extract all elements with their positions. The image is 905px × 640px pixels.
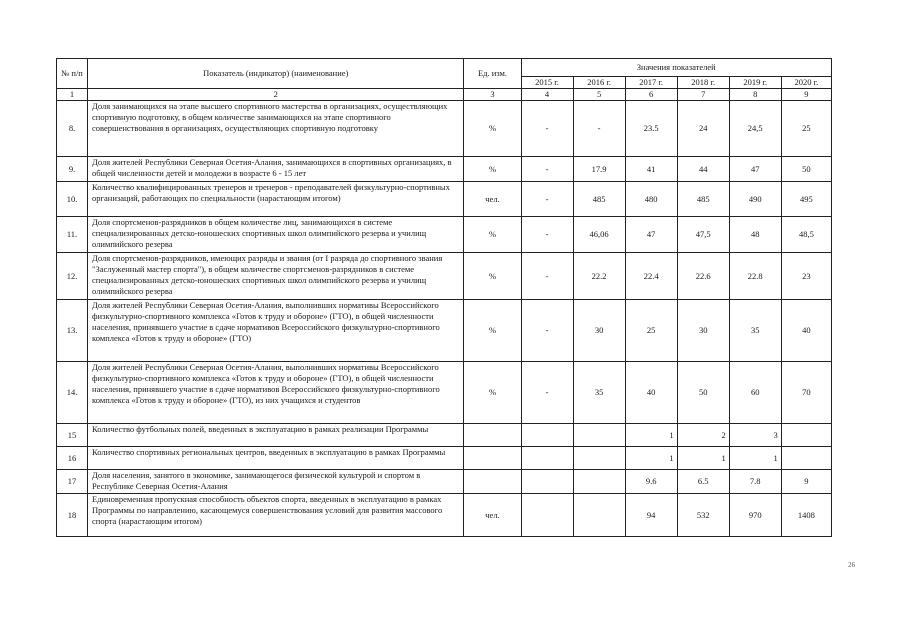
header-year: 2017 г. — [625, 77, 677, 89]
table-row — [57, 300, 832, 362]
indicator-value: - — [521, 101, 573, 157]
column-number: 5 — [573, 89, 625, 101]
header-year: 2018 г. — [677, 77, 729, 89]
row-number: 18 — [57, 494, 88, 537]
indicator-value: 7.8 — [729, 470, 781, 494]
indicator-value: 1 — [677, 447, 729, 470]
indicator-value: 17.9 — [573, 157, 625, 182]
indicator-unit: % — [464, 362, 521, 424]
indicator-value: - — [521, 157, 573, 182]
indicator-value: 23.5 — [625, 101, 677, 157]
row-number: 15 — [57, 424, 88, 447]
indicator-value: - — [521, 253, 573, 300]
indicator-value: 22.2 — [573, 253, 625, 300]
row-number: 14. — [57, 362, 88, 424]
indicator-value — [573, 470, 625, 494]
indicator-value — [573, 494, 625, 537]
indicator-name: Доля спортсменов-разрядников, имеющих разряды и звания (от I разряда до спортивного звания "Заслуженный мастер спорта"), в общем количестве спортсменов-разрядников в системе специализированных детско-юношеских спортивных школ олимпийского резерва и училищ олимпийского резерва — [88, 253, 464, 300]
indicator-value: 40 — [781, 300, 831, 362]
header-year: 2020 г. — [781, 77, 831, 89]
indicator-unit: % — [464, 101, 521, 157]
indicator-value: 22.8 — [729, 253, 781, 300]
page-number: 26 — [848, 561, 855, 569]
indicator-value — [521, 494, 573, 537]
column-number: 1 — [57, 89, 88, 101]
row-number: 10. — [57, 182, 88, 217]
row-number: 12. — [57, 253, 88, 300]
indicator-value: 35 — [729, 300, 781, 362]
indicators-table — [56, 58, 832, 537]
column-number: 6 — [625, 89, 677, 101]
indicator-value: 480 — [625, 182, 677, 217]
row-number: 16 — [57, 447, 88, 470]
indicator-unit: % — [464, 217, 521, 253]
indicator-name: Доля занимающихся на этапе высшего спортивного мастерства в организациях, осуществляющих спортивную подготовку, в общем количестве занимающихся на этапе спортивного совершенствования в организациях, осуществляющих спортивную подготовку — [88, 101, 464, 157]
indicator-value: - — [521, 362, 573, 424]
indicator-name: Доля спортсменов-разрядников в общем количестве лиц, занимающихся в системе специализированных детско-юношеских спортивных школ олимпийского резерва и училищ олимпийского резерва — [88, 217, 464, 253]
header-indicator: Показатель (индикатор) (наименование) — [88, 59, 464, 89]
indicator-value: 23 — [781, 253, 831, 300]
indicator-value: 24 — [677, 101, 729, 157]
indicator-value: 48,5 — [781, 217, 831, 253]
column-number-row — [57, 89, 832, 101]
table-row — [57, 157, 832, 182]
header-num: № п/п — [57, 59, 88, 89]
table-row — [57, 424, 832, 447]
indicator-value — [573, 424, 625, 447]
indicator-value: 40 — [625, 362, 677, 424]
header-year: 2016 г. — [573, 77, 625, 89]
indicator-value: 30 — [677, 300, 729, 362]
indicator-value: 1 — [625, 447, 677, 470]
indicator-value: 970 — [729, 494, 781, 537]
table-row — [57, 101, 832, 157]
indicator-unit — [464, 470, 521, 494]
indicator-unit: чел. — [464, 182, 521, 217]
indicator-value: 94 — [625, 494, 677, 537]
indicator-value: 25 — [781, 101, 831, 157]
indicator-value: 47 — [729, 157, 781, 182]
indicator-name: Доля жителей Республики Северная Осетия-Алания, выполнивших нормативы Всероссийского физкультурно-спортивного комплекса «Готов к труду и обороне» (ГТО), в общей численности населения, принявшего участие в сдаче нормативов Всероссийского физкультурно-спортивного комплекса «Готов к труду и обороне» (ГТО) — [88, 300, 464, 362]
indicator-value: 50 — [781, 157, 831, 182]
indicator-value — [781, 447, 831, 470]
indicator-value: 35 — [573, 362, 625, 424]
indicator-name: Доля жителей Республики Северная Осетия-Алания, занимающихся в спортивных организациях, в общей численности детей и молодежи в возрасте 6 - 15 лет — [88, 157, 464, 182]
row-number: 11. — [57, 217, 88, 253]
header-year: 2015 г. — [521, 77, 573, 89]
indicator-value: 490 — [729, 182, 781, 217]
column-number: 9 — [781, 89, 831, 101]
indicator-value: - — [521, 217, 573, 253]
indicator-value — [781, 424, 831, 447]
indicator-value: 485 — [677, 182, 729, 217]
column-number: 8 — [729, 89, 781, 101]
column-number: 7 — [677, 89, 729, 101]
indicator-value: 485 — [573, 182, 625, 217]
table-row — [57, 470, 832, 494]
header-unit: Ед. изм. — [464, 59, 521, 89]
indicator-value: 3 — [729, 424, 781, 447]
indicator-value: 25 — [625, 300, 677, 362]
table-row — [57, 182, 832, 217]
header-row-top — [57, 59, 832, 77]
indicator-value: 41 — [625, 157, 677, 182]
indicator-value: 1408 — [781, 494, 831, 537]
row-number: 8. — [57, 101, 88, 157]
indicator-name: Количество футбольных полей, введенных в эксплуатацию в рамках реализации Программы — [88, 424, 464, 447]
table-row — [57, 362, 832, 424]
row-number: 13. — [57, 300, 88, 362]
header-values-group: Значения показателей — [521, 59, 831, 77]
indicator-value — [521, 470, 573, 494]
indicator-value: 48 — [729, 217, 781, 253]
indicator-value: 495 — [781, 182, 831, 217]
indicator-value: - — [573, 101, 625, 157]
indicator-value: 30 — [573, 300, 625, 362]
indicator-value: - — [521, 182, 573, 217]
indicator-name: Количество квалифицированных тренеров и тренеров - преподавателей физкультурно-спортивных организаций, работающих по специальности (нарастающим итогом) — [88, 182, 464, 217]
indicator-value: 1 — [729, 447, 781, 470]
indicator-value: 24,5 — [729, 101, 781, 157]
table-row — [57, 217, 832, 253]
indicator-unit: % — [464, 157, 521, 182]
indicator-value: 47,5 — [677, 217, 729, 253]
indicator-value — [573, 447, 625, 470]
indicator-value: 60 — [729, 362, 781, 424]
indicator-unit: % — [464, 300, 521, 362]
indicator-value: 70 — [781, 362, 831, 424]
column-number: 4 — [521, 89, 573, 101]
row-number: 9. — [57, 157, 88, 182]
indicator-value: 2 — [677, 424, 729, 447]
indicator-name: Единовременная пропускная способность объектов спорта, введенных в эксплуатацию в рамках Программы по направлению, касающемуся совершенствования условий для развития массового спорта (нарастающим итогом) — [88, 494, 464, 537]
indicator-unit — [464, 424, 521, 447]
indicator-value: 47 — [625, 217, 677, 253]
indicator-value — [521, 447, 573, 470]
indicator-unit: чел. — [464, 494, 521, 537]
indicator-value: 46,06 — [573, 217, 625, 253]
indicator-name: Доля жителей Республики Северная Осетия-Алания, выполнивших нормативы Всероссийского физкультурно-спортивного комплекса «Готов к труду и обороне» (ГТО), в общей численности населения, принявшего участие в сдаче нормативов Всероссийского физкультурно-спортивного комплекса «Готов к труду и обороне» (ГТО), из них учащихся и студентов — [88, 362, 464, 424]
table-row — [57, 253, 832, 300]
indicator-value: 22.6 — [677, 253, 729, 300]
indicator-value: 22.4 — [625, 253, 677, 300]
header-year: 2019 г. — [729, 77, 781, 89]
table-row — [57, 494, 832, 537]
indicator-value: 1 — [625, 424, 677, 447]
indicator-value: - — [521, 300, 573, 362]
indicator-value: 44 — [677, 157, 729, 182]
table-row — [57, 447, 832, 470]
indicator-value: 50 — [677, 362, 729, 424]
indicator-value — [521, 424, 573, 447]
indicator-name: Доля населения, занятого в экономике, занимающегося физической культурой и спортом в Республике Северная Осетия-Алания — [88, 470, 464, 494]
column-number: 3 — [464, 89, 521, 101]
indicator-value: 6.5 — [677, 470, 729, 494]
indicator-unit — [464, 447, 521, 470]
indicator-value: 9.6 — [625, 470, 677, 494]
column-number: 2 — [88, 89, 464, 101]
indicator-value: 532 — [677, 494, 729, 537]
row-number: 17 — [57, 470, 88, 494]
indicator-value: 9 — [781, 470, 831, 494]
indicator-name: Количество спортивных региональных центров, введенных в эксплуатацию в рамках Программы — [88, 447, 464, 470]
indicator-unit: % — [464, 253, 521, 300]
